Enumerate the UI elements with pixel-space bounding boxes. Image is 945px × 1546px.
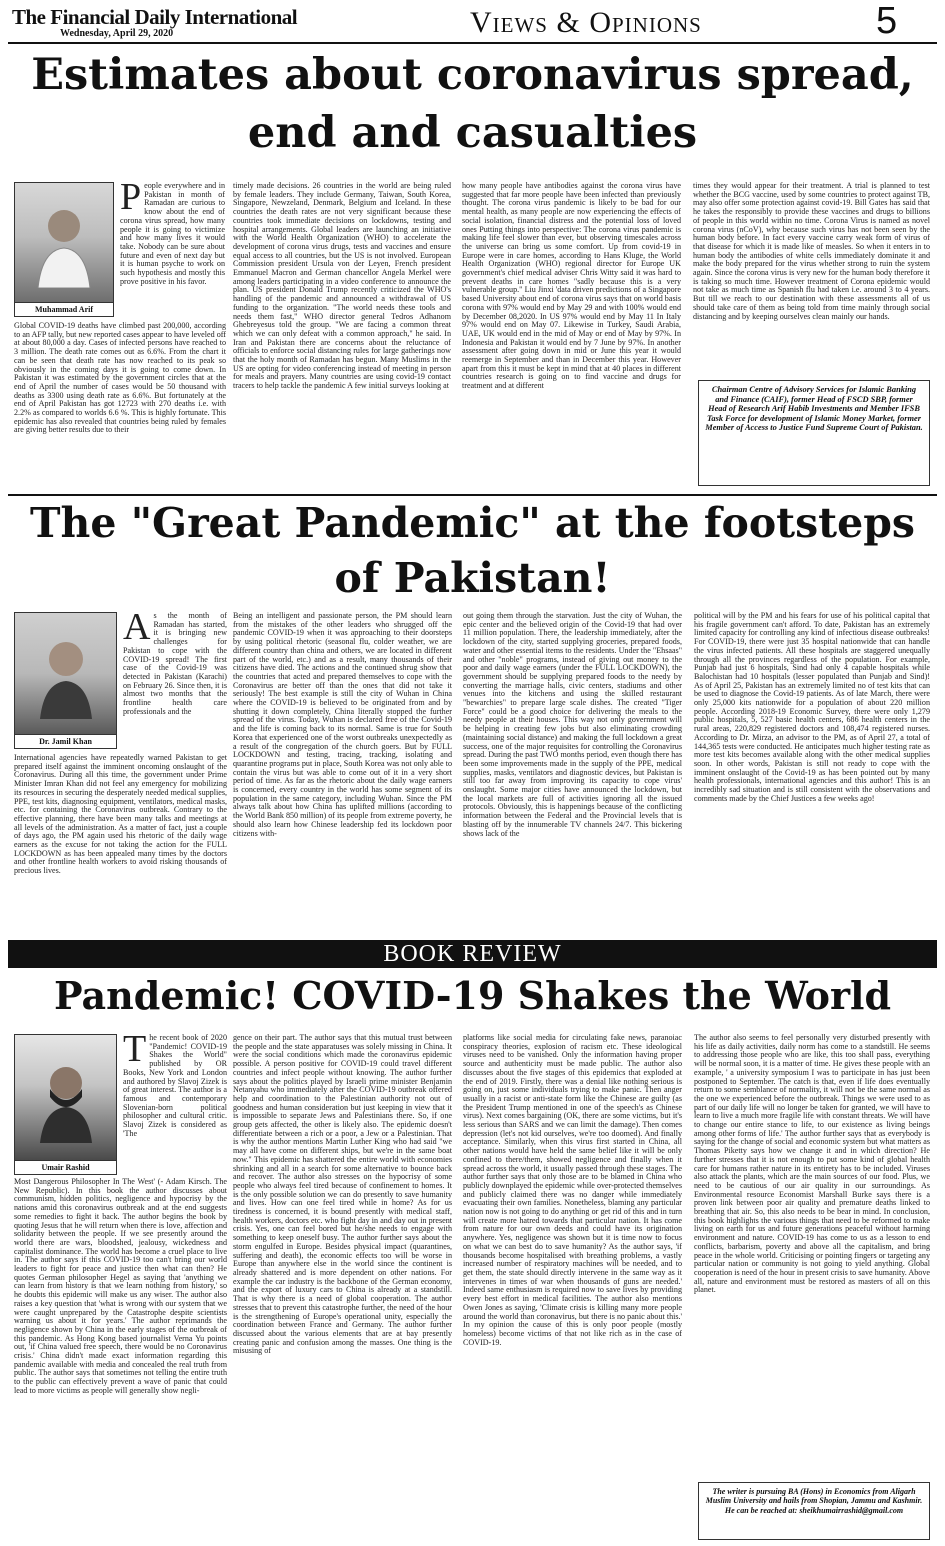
dropcap: P <box>120 182 142 218</box>
article1-col2: timely made decisions. 26 countries in the world are being ruled by female leaders. They include Germany, Taiwan, South Korea, Singapore, Newzeland, Denmark, Belgium and Iceland. In these countries the death rates are not very significant because these countries took immediate decisions on lockdowns, testing and hospital arrangements. Global leaders are launching an initiative with the World Health Organization (WHO) to accelerate the development of corona virus drugs, tests and vaccines and ensure equal access to all countries, but the US is not involved. European Commission president Ursula von der Leyen, French president Emmanuel Macron and German chancellor Angela Merkel were among leaders participating in a video conference to announce the plan. US president Donald Trump recently criticized the WHO's handling of the pandemic and announced a withdrawal of US funding to the organization. "The world needs these tools and needs them fast," WHO director general Tedros Adhanom Ghebreyesus told the group. "We are facing a common threat which we can only defeat with a common approach," he said. In Iran and Pakistan there are concerns about the reluctance of officials to enforce social distancing rules for large gatherings now that the holy month of Ramadan has begun. Many Muslims in the US are opting for video conferencing instead of meeting in person for meals and prayers. Many countries are using covid-19 contact tracers to help tackle the pandemic A few initial surveys looking at <box>233 182 451 391</box>
article1-col3: how many people have antibodies against the corona virus have suggested that far more people have been infected than previously thought. The corona virus pandemic is likely to be bad for our mental health, as many people are now experiencing the effects of social isolation, financial distress and the potential loss of loved ones Putting things into perspective: The corona virus pandemic is making life feel slower than ever, but observing timescales across the universe can bring us some comfort. Up from covid-19 in Europe were in care homes, according to Hans Kluge, the World Health Organization (WHO) regional director for Europe UK government's chief medical adviser Chris Witty said it was hard to prevent deaths in care homes "sadly because this is a very vulnerable group." Liu Jinxi 'data driven predictions of a Singapore based University about end of corona virus says that on world basis corona with 97% would end by May 29 and with 100% would end by December 08,2020. In US 97% would end by May 11 In Italy 97% would end on May 07. Likewise in Turkey, Saudi Arabia, UAE, UK would end in the mid of May or end of May by 97%. In Indonesia and Pakistan it would end by 7 June by 97%. In another assessment after going down in mid or June this year it would reemerge in September and than in December this year. However apart from this it must be kept in mind that at 40 places in different countries research is going on to find vaccine and drugs for treatment and at different <box>462 182 681 391</box>
header-rule <box>8 42 937 44</box>
article2-headline: The "Great Pandemic" at the footsteps of Pakistan! <box>30 499 915 602</box>
article3-col3: platforms like social media for circulating fake news, paranoiac conspiracy theories, explosion of racism etc. These ideological viruses need to be vanished. Only the information having proper source and authenticity must be made public. The author also discusses about the five stages of this epidemics that exploded at the end of 2019. Firstly, there was a denial like nothing serious is going on, just some individuals trying to make panic. Then anger usually in a racist or anti-state form like the Chinese are guilty (as the President Trump mentioned in one of the speech's as Chinese virus). Next comes bargaining (OK, there are some victims, but it's less serious than SARS and we can limit the damage). Then comes depression (let's not kid ourselves, we're too doomed). And finally acceptance. Similarly, when this virus first started in China, all other nations would have held the same belief like it will be only confined to there/them, showed negligence and finally when it spread across the world, it usually passed through these stages. The author further says that only those are to be blamed in China who publicly downplayed the epidemic while over-protected themselves and publicly claimed there was no danger while immediately evacuating their own families. Nonetheless, blaming any particular nation now is not going to do anything or get rid of this and in turn will create more hatred towards that particular nation. It has come from nature for our own deeds and could have its origination anywhere. Yes, negligence was shown but it is time now to focus on what we can best do to save humanity? As the author says, 'if thousands become hospitalised with breathing problems, a vastly increased number of respiratory machines will be needed, and to get them, the state should directly intervene in the same way as it intervenes in times of war when thousands of guns are needed.' Indeed same enthusiasm is required now to save lives by providing every best effort in medical facilities. The author also mentions Owen Jones as saying, 'Climate crisis is killing many more people around the world than coronavirus, but there is no panic about this.' In my opinion the cause of this is only poor people (mostly homeless) become victims of that not like rich as in the case of COVID-19. <box>463 1034 682 1347</box>
article3-col1-intro: The recent book of 2020 "Pandemic! COVID-19 Shakes the World" published by OR Books, New York and London and authored by Slavoj Zizek is of great interest. The author is a famous and contemporary Slovenian-born political philosopher and cultural critic. Slavoj Zizek is considered as 'The <box>123 1034 227 1138</box>
article3-headline: Pandemic! COVID-19 Shakes the World <box>53 973 892 1018</box>
article3-author-name: Umair Rashid <box>15 1160 116 1174</box>
book-review-banner: BOOK REVIEW <box>8 940 937 968</box>
portrait-icon <box>15 613 116 734</box>
article3-author-photo <box>14 1034 117 1175</box>
portrait-icon <box>15 1035 116 1160</box>
article2-col1-intro: As the month of Ramadan has started, it is bringing new challenges for Pakistan to cope with the COVID-19 spread! The first case of the Covid-19 was detected in Pakistan (Karachi) on February 26. Since then, it is almost two months that the frontline health care professionals and the <box>123 612 227 716</box>
article1-col1-intro: People everywhere and in Pakistan in month of Ramadan are curious to know about the end of corona virus spread, how many people it is going to victimize and how many lives it would take. Nobody can be sure about future and even of next day but it is human psyche to work on such hypothesis and mostly this prove positive in his favor. <box>120 182 225 286</box>
article3-col2: gence on their part. The author says that this mutual trust between the people and the state apparatuses was solely missing in China. It were the social conditions which made the coronavirus epidemic possible. A person positive for COVID-19 could travel different countries and infect people without knowing. The author further says about the politics played by Israeli prime minister Benjamin Netanyahu who immediately after the COVID-19 outbreak offered help and coordination to the Palestinian authority not out of goodness and human consideration but just keeping in view that it is impossible to separate Jews and Palestinians there. So, if one group gets affected, the other is likely also. The epidemic doesn't differentiate between a rich or a poor, a Jew or a Palestinian. That is why the author mentions Martin Luther King who had said "we may all have come on different ships, but we're in the same boat now." This epidemic has shattered the entire world with economies shrinking and all in a search for some alternative to bounce back and recover. The author also stresses on the hypocrisy of some people who always feel tired because of confinement to homes. It is the only possible solution we can do presently to save humanity and lives. How can one feel tired while in home? As for us tiredness is concerned, it is bound presently with medical staff, health workers, doctors etc. who fight day in and day out in present crisis. Yes, one can feel bored but he/she needs to engage with something to keep oneself busy. The author further says about the storm engulfed in Europe. Besides physical impact (quarantines, suffering and death), the economic effects too will be worse in Europe than anywhere else in the world since the continent is already shattered and is more dependent on other nations. For example the car industry is the backbone of the German economy, and the export of luxury cars to China is already at a standstill. That is why there is a need of global cooperation. The author stresses that to prevent this catastrophe further, the need of the hour is the strengthening of Europe's operational unity, especially the coordination between France and Germany. The author further discussed about the various elements that are at bay presently creating panic and confusion among the masses. One thing is the misusing of <box>233 1034 452 1356</box>
article3-col1-body: Most Dangerous Philosopher In The West' (- Adam Kirsch. The New Republic). In this book the author discusses about communism, hidden politics, negligence and hypocrisy by the nations amid this coronavirus outbreak and at the end suggests some remedies to fight it back. The author begins the book by quoting Jesus that he will return when there is love, affection and solidarity between the people. If we see presently around the world there are wars, bloodshed, jealousy, wickedness and capitalist dominance. The world has become a cruel place to live in. The author says if this COVID-19 too can't bring our world leaders to fight for peace and justice then what can then? He quotes German philosopher Hegel as saying that 'anything we can learn from history is that we learn nothing from history,' so he doubts this epidemic will make us any wiser. The author also raises a key question that 'what is wrong with our system that we were caught unprepared by the Catastrophe despite scientists warning us about it for years.' The author reprimands the negligence shown by China in the early stages of the outbreak of this pandemic. As Hong Kong based journalist Verna Yu points out, 'if China valued free speech, there would be no Coronavirus crisis.' China didn't made exact information regarding this pandemic available with media and concealed the real truth from public. The author says that sometimes not telling the entire truth to the public can effectively prevent a wave of panic that could lead to more victims as people will generally show negli- <box>14 1178 227 1395</box>
article2-author-name: Dr. Jamil Khan <box>15 734 116 748</box>
article2-col1-body: International agencies have repeatedly warned Pakistan to get prepared itself against the imminent oncoming onslaught of the Coronavirus. During all this time, the government under Prime Minister Imran Khan did not feel any emergency for mobilizing its resources in securing the desperately needed medical supplies, PPE, test kits, diagnosing equipment, ventilators, medical masks, etc. for containing the Coronavirus outbreak. Contrary to the effective planning, there have been many talks and meetings at all levels of the administration. As a matter of fact, just a couple of days ago, the PM again used his rhetoric of the daily wage earners as the excuse for not taking the action for the FULL LOCKDOWN as has been appealed many times by the doctors and other frontline health workers to avoid risking thousands of precious lives. <box>14 754 227 876</box>
article3-col4: The author also seems to feel personally very disturbed presently with his life as daily activities, daily norm has come to a standstill. He seems to addressing those people who are like, this too shall pass, everything will be normal soon, it is a matter of time. He gives these people with an example, ' a university symposium I was to participate in has just been postponed to September. The catch is that, even if life does eventually return to some semblance of normality, it will not be the same normal as the one we experienced before the outbreak. Things we were used to as part of our daily life will no longer be taken for granted, we will have to learn to live a much more fragile life with constant threats. We will have to change our entire stance to life, to our existence as living beings among other forms of life.' The author further says that as everybody is saying for the change of social and economic system but what matters as Thomas Piketty says how we change it and in which direction? He further stresses that it is not enough to put some kind of global health care for humans rather nature in its entirety has to be included. Viruses also attack the plants, which are the main sources of our food. Plus, we need to be cautious of our air quality in our surroundings. As Environmental resource Economist Marshall Burke says there is a proven link between poor air quality and premature deaths linked to breathing that air. So, this also needs to be bear in mind. In conclusion, this book highlights the various things that need to be reformed to make living on earth for us and future generations peaceful without harming environment and nature. COVID-19 has come to us as a lesson to end conflicts, barbarism, poverty and above all the capitalism, and bring peace in the whole world. Criticising or pointing fingers or targeting any particular nation or community is not going to yield anything. Global cooperation is need of the hour in present crisis to save humanity. Above all, nature and environment must be restored as masters of all on this planet. <box>694 1034 930 1295</box>
article1-col1-body: Global COVID-19 deaths have climbed past 200,000, according to an AFP tally, but new reported cases appear to have leveled off at about 80,000 a day. Cases of infected persons have reached to 3 million. The death rate comes out as 6.6%. From the chart it can be seen that death rate has now reached to its peak so obviously in the coming days it is going to come down. In Pakistan it was estimated by the government circles that at the end of April the number of cases would be 50 thousand with deaths as 3300 using death rate as 6.6%. But fortunately at the end of April Pakistan has got 12723 with 270 deaths i.e. with 2.2% as compared to worlds 6.6 %. This is highly fortunate. This epidemic has also revealed that countries being ruled by females are giving better results due to their <box>14 322 226 435</box>
article1-author-bio: Chairman Centre of Advisory Services for Islamic Banking and Finance (CAIF), former Head of FSCD SBP, former Head of Research Arif Habib Investments and Member IFSB Task Force for development of Islamic Money Market, former Member of Access to Justice Fund Supreme Court of Pakistan. <box>698 380 930 486</box>
masthead <box>12 6 297 40</box>
issue-date: Wednesday, April 29, 2020 <box>60 28 174 39</box>
article2-col3: out going them through the starvation. Just the city of Wuhan, the epic center and the believed origin of the Covid-19 that had over 11 million population. There, the leadership immediately, after the lockdown of the city, started supplying groceries, prepared foods, water and other essential items to the residents. Under the "Ehsaas" and other "noble" programs, instead of giving out money to the poor and daily wage earners (under the FULL LOCKDOWN), the government should be supplying prepared foods to the needy by converting the marriage halls, civic centers, stadiums and other venues into the kitchens and using the skilled restaurant "bewarchies" to prepare large scale dishes. The created "Tiger Force" could be a good choice for delivering the meals to the needy people at their houses. This way not only government will be helping in creating few jobs but also eliminating crowding (maintaining social distance) and making the full lockdown a great success, one of the major requisites for controlling the Coronavirus spread. During the past TWO months period, even though there has been some improvements made in the supply of the PPE, medical supplies, masks, ventilators and diagnostic devices, but Pakistan is still too far away from improving its capacity to cope virus' onslaught. Some major cities have announced the lockdown, but the local markets are full of activities ignoring all the issued protocols. Obviously, this is happenings because of the conflicting information between the Federal and the Provincial levels that is blasting off by the innumerable TV channels 24/7. This bickering shows lack of the <box>463 612 682 838</box>
article3-author-bio: The writer is pursuing BA (Hons) in Economics from Aligarh Muslim University and hails from Shopian, Jammu and Kashmir. He can be reached at: sheikhumairrashid@gmail.com <box>698 1482 930 1540</box>
article2-col2: Being an intelligent and passionate person, the PM should learn from the mistakes of the other leaders who shrugged off the pandemic COVID-19 when it was approaching to their doorsteps by using political rhetoric (seasonal flu, colder weather, we are different country than china and others, we are located in different part of the world, etc.) and as a result, many thousands of their citizens have died. The actions and the continued shrug show that the countries that acted and prepared themselves to cope with the Coronavirus are better off than the ones that did not take it seriously! The best example is still the city of Wuhan in China where the COVID-19 is believed to be originated from and by shutting it down completely, China literally stopped the further spread of the virus. Today, Wuhan is declared free of the Covid-19 and the life is coming back to its normal. Same is true for South Korea that experienced one of the worst outbreaks unexpectedly as a result of the congregation of the church goers. But by FULL LOCKDOWN and testing, tracing, tracking, isolating and quarantine programs put in place, South Korea was not only able to contain the virus but was able to come out of it in a very short period of time. As far as the rhetoric about the daily wage earners is concerned, every country in the world has some segment of its population in the same category, including Wuhan. Since the PM always talk about how China has uplifted millions (according to the World Bank 850 million) of its people from extreme poverty, he should also learn how Chinese leadership fed its lockdown poor citizens with- <box>233 612 452 838</box>
article1-author-photo <box>14 182 114 317</box>
dropcap: A <box>123 612 151 648</box>
section-title: Views & Opinions <box>470 6 702 39</box>
article2-col4: political will by the PM and his fears for use of his political capital that his fragile government can't afford. To date, Pakistan has an extremely limited capacity for controlling any kind of infectious disease outbreaks! For COVID-19, there were just 35 hospital nationwide that can handle the virus infected patients. All these hospitals are staggered unequally through all the provinces regardless of the population. For example, Punjab had just 6 hospitals, Sind had only 4 capable hospitals while Balochistan had 10 hospitals (lesser populated than Punjab and Sind)! As of April 25, Pakistan has an extremely limited no of test kits that can be used to diagnose the Covid-19 patients. As of late March, there were only 25,000 kits nationwide for a population of about 220 million people. According 2018-19 Economic Survey, there were only 1,279 public hospitals, 5, 527 basic health centers, 686 health centers in the rural areas, 220,829 registered doctors and 108,474 registered nurses. According to Dr. Mirza, an advisor to the PM, as of April 27, a total of 144,365 tests were conducted. He anticipates much higher testing rate as more test kits becomes available along with the other medical supplies soon. In other words, Pakistan is still not ready to cope with the imminent onslaught of the Covid-19 as has been pointed out by many health professionals, international agencies and this author! This is an incredibly sad situation and is still consistent with the observations and comments made by the Chief Justices a few weeks ago! <box>694 612 930 803</box>
article1-author-name: Muhammad Arif <box>15 302 113 316</box>
page-number: 5 <box>876 0 898 42</box>
article1-headline: Estimates about coronavirus spread, end and casualties <box>31 50 914 158</box>
article2-author-photo <box>14 612 117 749</box>
article1-col4: times they would appear for their treatment. A trial is planned to test whether the BCG vaccine, used by some countries to protect against TB, may also offer some protection against covid-19. Bill Gates has said that he takes the responsibly to provide these vaccines and drugs to billions of people in this world within no time. Corona Virus is named as novel corona virus (nCoV), why because such virus has not been seen by the human body before. In fact every vaccine carry weak form of virus of that disease for which it is made like of measles. So when it enters in to human body the antibodies of white cells immediately dominate it and make the body prepared for the virus whether strong to ruin the system again. Since the corona virus is very new for the human body therefore it is taking so much time. However treatment of Corona epidemic would not take as much time as Spanish flu had taken i.e. around 3 to 4 years. But till we reach to our destination with these assessments all of us should take care of them as being told from time mainly through social distancing and by keeping ourselves clean mainly our hands. <box>693 182 930 321</box>
portrait-icon <box>15 183 113 302</box>
dropcap: T <box>123 1034 147 1070</box>
paper-name: The Financial Daily International <box>12 5 298 29</box>
